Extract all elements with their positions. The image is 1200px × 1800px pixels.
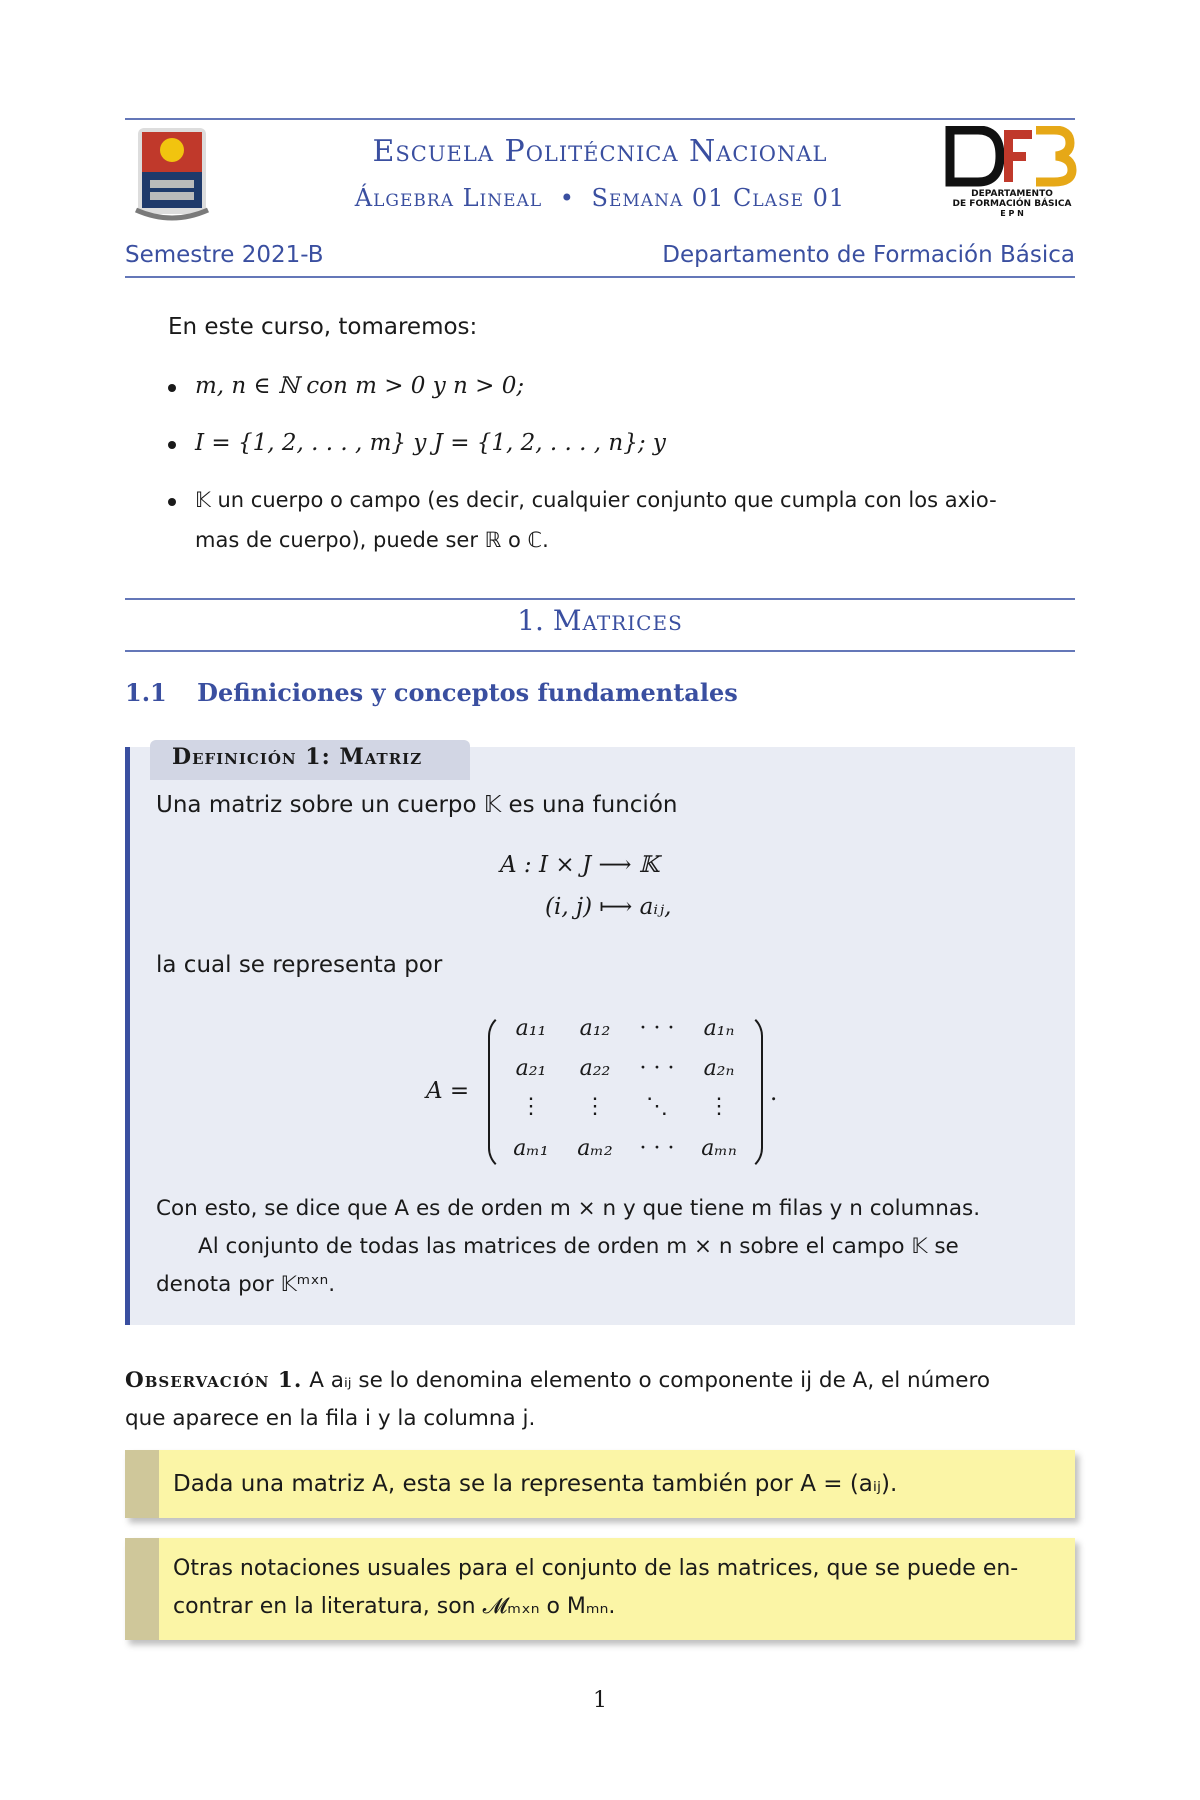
matrix-end: .	[770, 1080, 778, 1106]
matrix-cell: a₁₂	[579, 1016, 611, 1041]
matrix-cell: a₁ₙ	[703, 1016, 735, 1041]
dfb-logo-line1: DEPARTAMENTO	[971, 189, 1053, 199]
intro-item-2: I = {1, 2, . . . , m} y J = {1, 2, . . . , n}; y	[195, 430, 666, 456]
matrix-cell: ⋮	[520, 1094, 542, 1119]
department-label: Departamento de Formación Básica	[662, 242, 1075, 268]
intro-item-3a: 𝕂 un cuerpo o campo (es decir, cualquier conjunto que cumpla con los axio-	[195, 488, 997, 512]
intro-lead: En este curso, tomaremos:	[168, 314, 478, 340]
observation-line1	[125, 1362, 990, 1400]
definition-line2: la cual se representa por	[156, 952, 443, 978]
note-bar	[125, 1450, 159, 1518]
subsection-number: 1.1	[125, 678, 167, 707]
dfb-logo-line2: DE FORMACIÓN BÁSICA	[952, 199, 1072, 209]
matrix-cell: aₘ₂	[577, 1136, 613, 1161]
note-box-1	[125, 1450, 1075, 1518]
bullet-2	[168, 441, 176, 449]
matrix-cell: a₁₁	[515, 1016, 547, 1041]
definition-line3: Con esto, se dice que A es de orden m × n y que tiene m filas y n columnas.	[156, 1196, 981, 1221]
subsection-title: Definiciones y conceptos fundamentales	[197, 678, 738, 707]
note-box-2	[125, 1538, 1075, 1640]
page-number: 1	[593, 1688, 607, 1713]
note-2-line2: contrar en la literatura, son 𝓜ₘₓₙ o Mₘₙ.	[173, 1594, 616, 1619]
matrix-cell: a₂ₙ	[703, 1056, 735, 1081]
matrix-cell: aₘ₁	[513, 1136, 549, 1161]
section-number: 1.	[517, 604, 544, 637]
intro-item-3b: mas de cuerpo), puede ser ℝ o ℂ.	[195, 528, 549, 552]
observation-label: Observación 1.	[125, 1368, 303, 1393]
map-line1: A : I × J ⟶ 𝕂	[500, 852, 659, 878]
definition-line4: Al conjunto de todas las matrices de orden m × n sobre el campo 𝕂 se	[198, 1234, 959, 1259]
matrix-cell: · · ·	[639, 1016, 675, 1041]
map-line2: (i, j) ⟼ aᵢⱼ,	[545, 894, 672, 920]
matrix-cell: ⋱	[646, 1094, 668, 1119]
dfb-logo	[942, 126, 1082, 218]
note-1-line1: Dada una matriz A, esta se la representa también por A = (aᵢⱼ).	[173, 1471, 898, 1497]
course-subtitle	[300, 184, 900, 212]
observation-line2: que aparece en la fila i y la columna j.	[125, 1406, 536, 1431]
matrix-cell: ⋮	[708, 1094, 730, 1119]
header-top-rule	[125, 118, 1075, 120]
section-heading	[125, 604, 1075, 637]
subsection-heading	[125, 678, 738, 707]
bullet-3	[168, 498, 176, 506]
matrix-cell: a₂₂	[579, 1056, 611, 1081]
institution-title: Escuela Politécnica Nacional	[372, 134, 828, 169]
definition-line1: Una matriz sobre un cuerpo 𝕂 es una función	[156, 792, 678, 818]
note-bar	[125, 1538, 159, 1640]
dfb-logo-line3: E P N	[1000, 209, 1024, 218]
bullet-1	[168, 384, 176, 392]
matrix-cell: · · ·	[639, 1056, 675, 1081]
section-top-rule	[125, 598, 1075, 600]
matrix-cell: · · ·	[639, 1136, 675, 1161]
matrix-lhs: A =	[426, 1078, 470, 1104]
semester-label: Semestre 2021-B	[125, 242, 324, 268]
matrix-cell: ⋮	[584, 1094, 606, 1119]
matrix-cell: aₘₙ	[701, 1136, 737, 1161]
section-bottom-rule	[125, 650, 1075, 652]
epn-logo	[132, 126, 212, 226]
separator: •	[559, 184, 574, 212]
definition-line5: denota por 𝕂ᵐˣⁿ.	[156, 1272, 336, 1297]
observation-text1: A aᵢⱼ se lo denomina elemento o componente ij de A, el número	[309, 1368, 990, 1393]
intro-item-1: m, n ∈ ℕ con m > 0 y n > 0;	[195, 373, 525, 399]
matrix-cell: a₂₁	[515, 1056, 547, 1081]
course-name: Álgebra Lineal	[354, 184, 543, 212]
session-name: Semana 01 Clase 01	[591, 184, 846, 212]
header-bottom-rule	[125, 276, 1075, 278]
definition-label: Definición 1: Matriz	[172, 744, 423, 770]
section-title: Matrices	[552, 604, 683, 637]
note-2-line1: Otras notaciones usuales para el conjunto de las matrices, que se puede en-	[173, 1556, 1019, 1581]
